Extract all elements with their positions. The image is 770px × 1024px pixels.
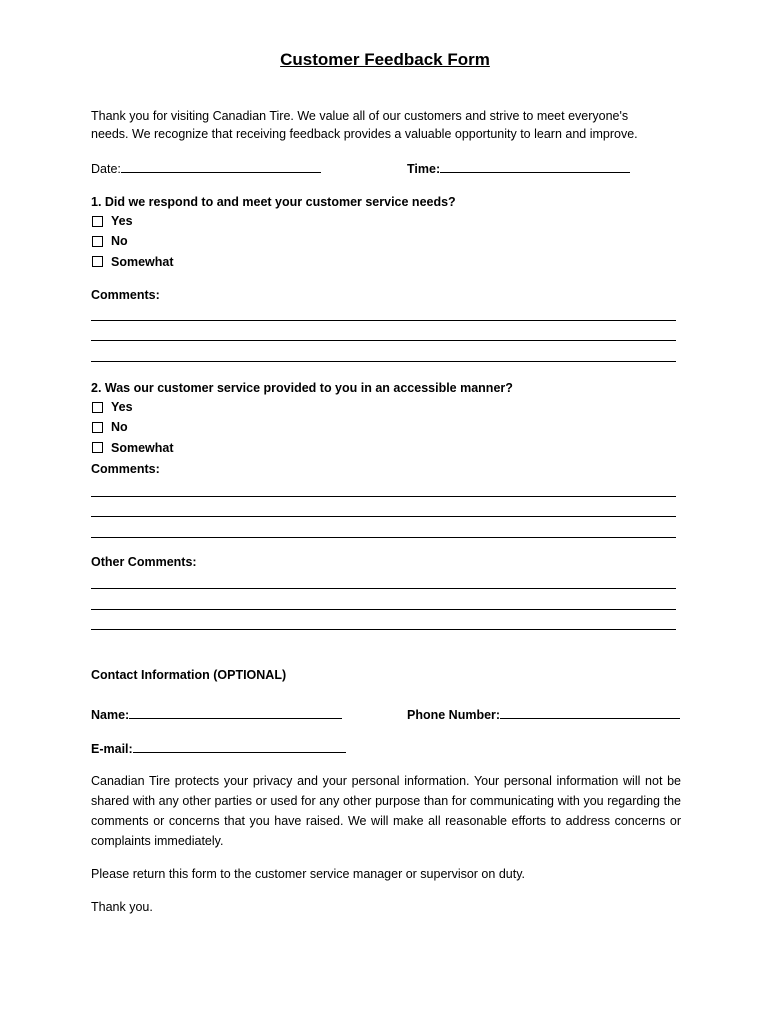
intro-line-1: Thank you for visiting Canadian Tire. We value all of our customers and strive to meet everyone's xyxy=(91,109,629,123)
q1-no-checkbox[interactable] xyxy=(92,236,103,247)
q2-somewhat-label: Somewhat xyxy=(111,441,174,455)
question-2: 2. Was our customer service provided to you in an accessible manner? xyxy=(91,381,513,395)
email-blank[interactable] xyxy=(133,740,346,753)
q2-yes-checkbox[interactable] xyxy=(92,402,103,413)
q2-no-checkbox[interactable] xyxy=(92,422,103,433)
q1-somewhat-checkbox[interactable] xyxy=(92,256,103,267)
q2-comments-label: Comments: xyxy=(91,462,160,476)
time-field[interactable] xyxy=(407,160,630,178)
date-label: Date: xyxy=(91,162,121,176)
q2-somewhat-checkbox[interactable] xyxy=(92,442,103,453)
q2-comment-line[interactable] xyxy=(91,537,676,538)
question-1: 1. Did we respond to and meet your customer service needs? xyxy=(91,195,456,209)
contact-heading: Contact Information (OPTIONAL) xyxy=(91,668,287,682)
phone-blank[interactable] xyxy=(500,706,680,719)
date-blank[interactable] xyxy=(121,160,321,173)
q1-yes-label: Yes xyxy=(111,214,133,228)
other-comment-line[interactable] xyxy=(91,629,676,630)
email-field[interactable] xyxy=(91,740,346,758)
form-title: Customer Feedback Form xyxy=(280,50,490,69)
q2-no-label: No xyxy=(111,420,128,434)
other-comment-line[interactable] xyxy=(91,588,676,589)
email-label: E-mail: xyxy=(91,742,133,756)
name-field[interactable] xyxy=(91,706,342,724)
q1-comments-label: Comments: xyxy=(91,288,160,302)
q1-comment-line[interactable] xyxy=(91,320,676,321)
q1-comment-line[interactable] xyxy=(91,340,676,341)
q1-somewhat-label: Somewhat xyxy=(111,255,174,269)
name-label: Name: xyxy=(91,708,130,722)
name-blank[interactable] xyxy=(129,706,342,719)
thank-you-text: Thank you. xyxy=(91,900,153,914)
other-comment-line[interactable] xyxy=(91,609,676,610)
q2-yes-label: Yes xyxy=(111,400,133,414)
date-field[interactable] xyxy=(91,160,321,178)
q1-no-label: No xyxy=(111,234,128,248)
phone-field[interactable] xyxy=(407,706,680,724)
phone-label: Phone Number: xyxy=(407,708,501,722)
intro-line-2: needs. We recognize that receiving feedback provides a valuable opportunity to learn and improve. xyxy=(91,127,638,141)
q2-comment-line[interactable] xyxy=(91,516,676,517)
q1-yes-checkbox[interactable] xyxy=(92,216,103,227)
q2-comment-line[interactable] xyxy=(91,496,676,497)
q1-comment-line[interactable] xyxy=(91,361,676,362)
time-blank[interactable] xyxy=(440,160,630,173)
privacy-statement: Canadian Tire protects your privacy and your personal information. Your personal information will not be shared with any other parties or used for any other purpose than for communicating with you regarding the comments or concerns that you have raised. We will make all reasonable efforts to address concerns or complaints immediately. xyxy=(91,774,681,848)
return-instructions: Please return this form to the customer service manager or supervisor on duty. xyxy=(91,867,525,881)
time-label: Time: xyxy=(407,162,441,176)
other-comments-label: Other Comments: xyxy=(91,555,197,569)
